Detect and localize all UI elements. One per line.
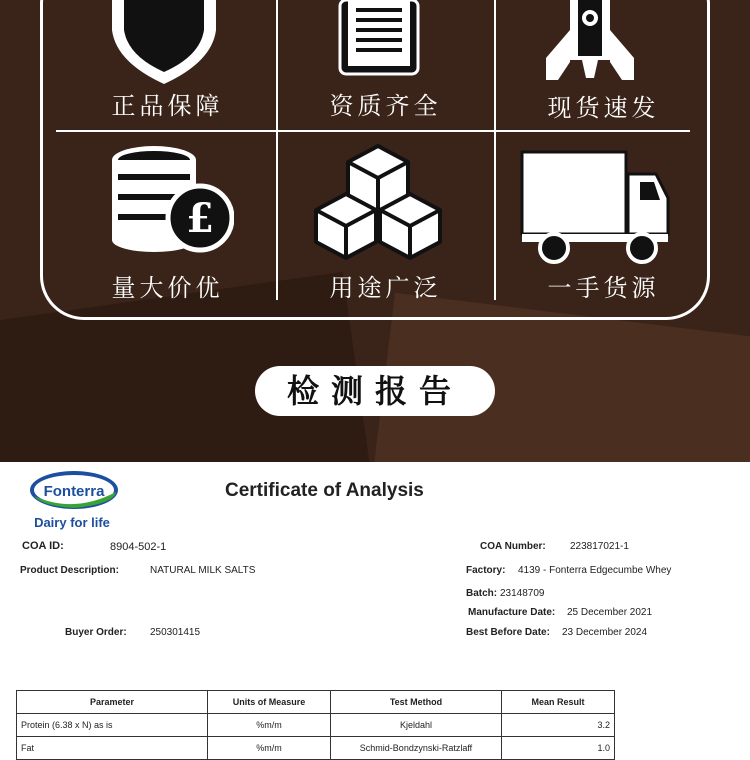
product-value: NATURAL MILK SALTS	[150, 565, 256, 576]
certificate-title: Certificate of Analysis	[225, 480, 424, 501]
table-cell: %m/m	[208, 737, 331, 760]
table-header: Parameter	[17, 691, 208, 714]
truck-icon	[520, 150, 670, 266]
table-row	[17, 737, 615, 760]
coa-id-label: COA ID:	[22, 540, 64, 552]
coa-id-value: 8904-502-1	[110, 541, 167, 553]
results-table	[16, 690, 615, 760]
feature-label: 资质齐全	[329, 92, 442, 120]
manufacture-date-label: Manufacture Date:	[468, 607, 556, 618]
feature-label: 一手货源	[547, 274, 660, 302]
document-icon	[338, 0, 420, 76]
table-cell: %m/m	[208, 714, 331, 737]
buyer-order-value: 250301415	[150, 627, 201, 638]
table-cell: Fat	[17, 737, 208, 760]
batch-value: 23148709	[500, 588, 545, 599]
table-header-row	[17, 691, 615, 714]
table-cell: 1.0	[502, 737, 615, 760]
table-cell: Protein (6.38 x N) as is	[17, 714, 208, 737]
svg-text:£: £	[186, 195, 214, 242]
table-cell: Kjeldahl	[331, 714, 502, 737]
rocket-icon	[540, 0, 640, 82]
batch-label: Batch:	[466, 588, 498, 599]
divider	[56, 130, 690, 132]
best-before-label: Best Before Date:	[466, 627, 550, 638]
feature-label: 量大价优	[111, 274, 224, 302]
feature-label: 正品保障	[111, 92, 224, 120]
feature-label: 用途广泛	[329, 274, 442, 302]
table-header: Test Method	[331, 691, 502, 714]
coins-pound-icon	[108, 144, 234, 254]
buyer-order-label: Buyer Order:	[65, 627, 127, 638]
best-before-value: 23 December 2024	[562, 627, 648, 638]
manufacture-date-value: 25 December 2021	[567, 607, 653, 618]
feature-label: 现货速发	[547, 94, 660, 122]
coa-number-value: 223817021-1	[570, 541, 629, 552]
fonterra-logo	[28, 470, 124, 532]
svg-text:Dairy for life: Dairy for life	[34, 515, 110, 530]
table-cell: 3.2	[502, 714, 615, 737]
product-label: Product Description:	[20, 565, 119, 576]
table-header: Units of Measure	[208, 691, 331, 714]
factory-label: Factory:	[466, 565, 506, 576]
section-title: 检测报告	[255, 366, 495, 416]
table-cell: Schmid-Bondzynski-Ratzlaff	[331, 737, 502, 760]
factory-value: 4139 - Fonterra Edgecumbe Whey	[518, 565, 672, 576]
svg-text:Fonterra: Fonterra	[43, 483, 105, 500]
coa-number-label: COA Number:	[480, 541, 546, 552]
cubes-icon	[312, 144, 444, 260]
table-header: Mean Result	[502, 691, 615, 714]
shield-icon	[108, 0, 220, 86]
table-row	[17, 714, 615, 737]
